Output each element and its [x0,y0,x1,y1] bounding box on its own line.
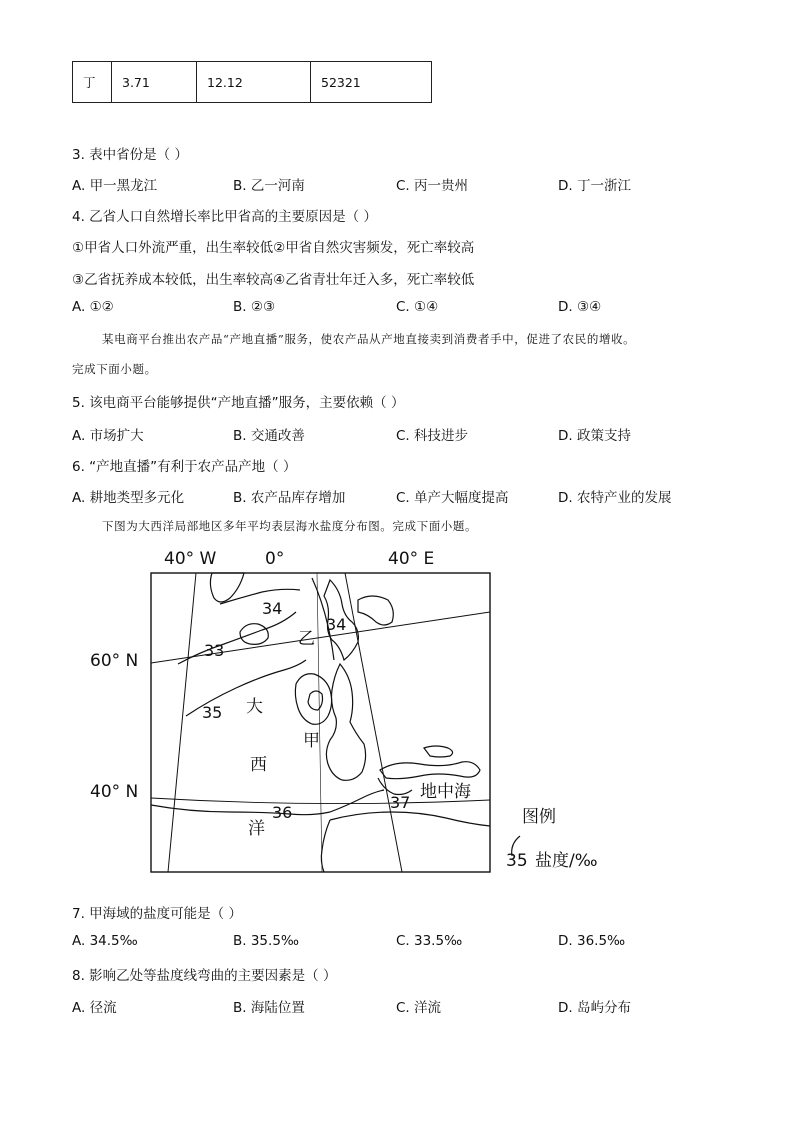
africa-north-coast [330,812,490,826]
great-britain-coast [295,674,331,725]
question-6-option-d: D. 农特产业的发展 [558,490,672,506]
sea-label-yi: 乙 [298,629,315,649]
question-4-option-a: A. ①② [72,299,114,315]
isoline-label-34-east: 34 [326,615,347,634]
map-frame [151,573,490,872]
question-4-option-c: C. ①④ [396,299,439,315]
question-3-option-c: C. 丙一贵州 [396,178,469,194]
ireland-coast [308,691,323,710]
question-6-option-a: A. 耕地类型多元化 [72,490,185,506]
question-5-option-d: D. 政策支持 [558,428,631,444]
isoline-label-34-west: 34 [262,599,283,618]
iceland-coast [240,624,268,645]
ocean-char-1: 大 [246,697,263,717]
greenland-coast [210,573,244,602]
parallel-60n [151,612,490,663]
legend-title: 图例 [522,807,556,827]
question-6-option-b: B. 农产品库存增加 [233,490,346,506]
isoline-label-36: 36 [272,803,293,822]
mediterranean-north-coast [380,762,480,779]
question-8-option-d: D. 岛屿分布 [558,1000,631,1016]
question-5-option-c: C. 科技进步 [396,428,469,444]
question-6-stem: 6. “产地直播”有利于农产品产地（ ） [72,459,297,475]
meridian-40w [168,573,196,872]
legend-text: 盐度/‰ [535,851,598,871]
question-3-option-a: A. 甲一黑龙江 [72,178,158,194]
question-7-option-c: C. 33.5‰ [396,933,463,949]
question-3-stem: 3. 表中省份是（ ） [72,147,188,163]
mediterranean-label: 地中海 [420,782,471,802]
question-3-option-d: D. 丁一浙江 [558,178,631,194]
sea-label-jia: 甲 [303,731,320,751]
question-6-option-c: C. 单产大幅度提高 [396,490,509,506]
passage-1-line-1: 某电商平台推出农产品“产地直播”服务，使农产品从产地直接卖到消费者手中，促进了农民的增收。 [102,332,636,346]
lat-label-40n: 40° N [90,782,139,802]
lon-label-40w: 40° W [164,549,217,569]
isoline-label-33: 33 [204,641,225,660]
ocean-char-2: 西 [250,755,267,775]
question-8-option-a: A. 径流 [72,1000,117,1016]
lon-label-40e: 40° E [388,549,435,569]
question-7-option-b: B. 35.5‰ [233,933,300,949]
table-row [73,62,432,103]
data-table [72,61,432,103]
table-cell-value-2: 12.12 [197,62,311,103]
question-8-option-c: C. 洋流 [396,1000,442,1016]
question-8-option-b: B. 海陆位置 [233,1000,305,1016]
question-4-choice-line-1: ①甲省人口外流严重，出生率较低②甲省自然灾害频发，死亡率较高 [72,240,475,256]
question-7-option-d: D. 36.5‰ [558,933,626,949]
question-4-option-b: B. ②③ [233,299,276,315]
table-cell-value-1: 3.71 [112,62,197,103]
isoline-label-37: 37 [390,793,411,812]
table-cell-value-3: 52321 [311,62,432,103]
question-4-choice-line-2: ③乙省抚养成本较低，出生率较高④乙省青壮年迁入多，死亡率较低 [72,272,475,288]
question-8-stem: 8. 影响乙处等盐度线弯曲的主要因素是（ ） [72,968,337,984]
africa-west-coast [321,820,330,872]
europe-coast [326,664,365,780]
question-5-stem: 5. 该电商平台能够提供“产地直播”服务，主要依赖（ ） [72,395,405,411]
passage-1-line-2: 完成下面小题。 [72,362,157,376]
question-5-option-a: A. 市场扩大 [72,428,144,444]
lon-label-0: 0° [265,549,285,569]
legend-value: 35 [506,851,528,871]
aegean-island [424,746,453,757]
baltic-coast [358,596,393,625]
question-4-stem: 4. 乙省人口自然增长率比甲省高的主要原因是（ ） [72,209,377,225]
salinity-map [0,540,794,880]
passage-2: 下图为大西洋局部地区多年平均表层海水盐度分布图。完成下面小题。 [102,519,478,533]
question-7-stem: 7. 甲海域的盐度可能是（ ） [72,906,242,922]
table-cell-province: 丁 [73,62,112,103]
lat-label-60n: 60° N [90,651,139,671]
ocean-char-3: 洋 [248,819,265,839]
question-5-option-b: B. 交通改善 [233,428,305,444]
question-3-option-b: B. 乙一河南 [233,178,305,194]
question-4-option-d: D. ③④ [558,299,602,315]
question-7-option-a: A. 34.5‰ [72,933,138,949]
isoline-label-35: 35 [202,703,223,722]
